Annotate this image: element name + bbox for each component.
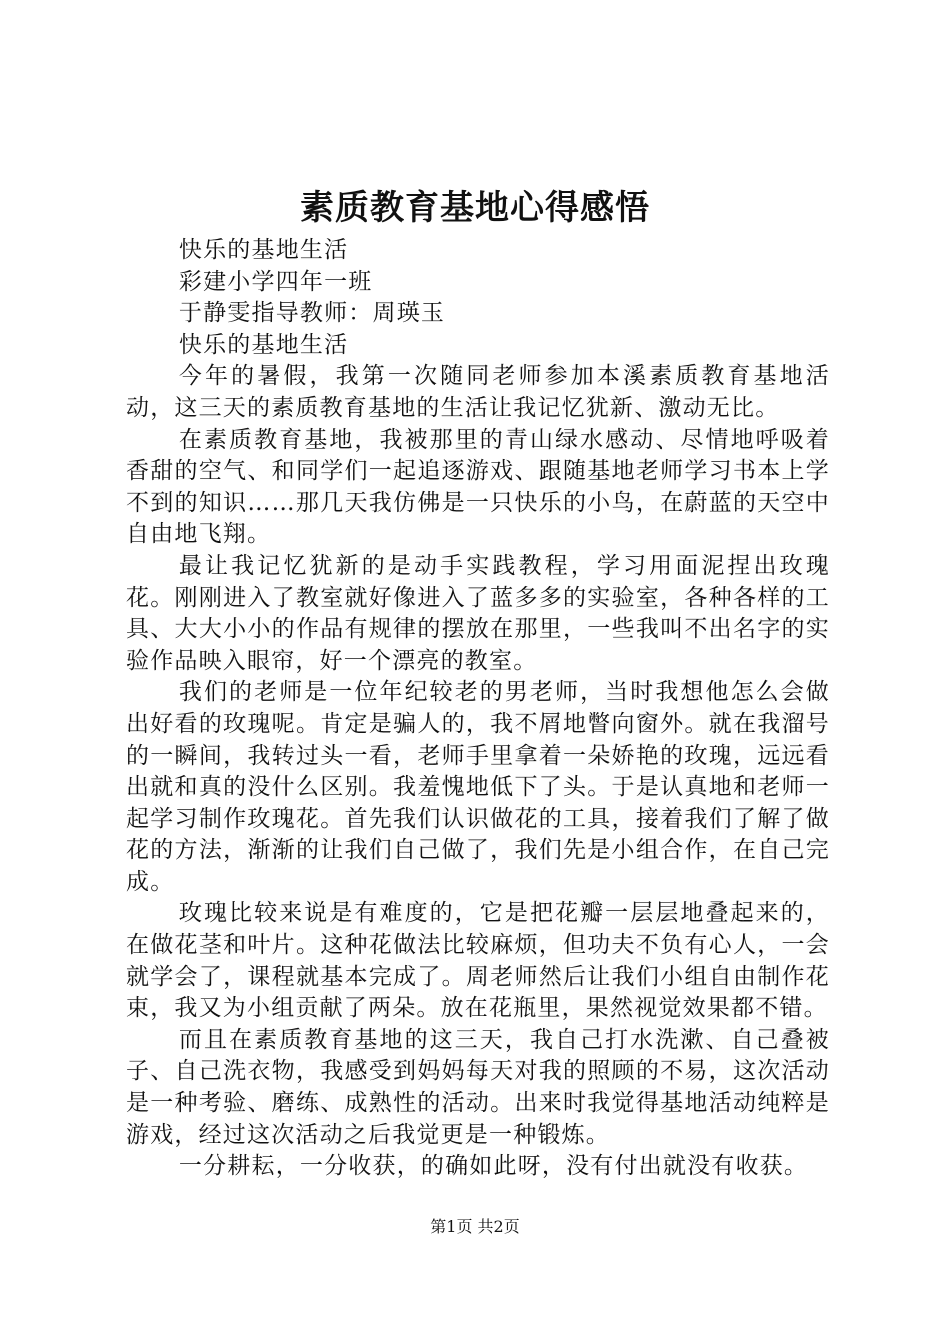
paragraph: 而且在素质教育基地的这三天，我自己打水洗漱、自己叠被子、自己洗衣物，我感受到妈妈每天对我的照顾的不易，这次活动是一种考验、磨练、成熟性的活动。出来时我觉得基地活动纯粹是游戏，经过这次活动之后我觉更是一种锻炼。 [126, 1026, 830, 1148]
paragraph: 快乐的基地生活 [178, 331, 349, 358]
paragraph: 玫瑰比较来说是有难度的，它是把花瓣一层层地叠起来的，在做花茎和叶片。这种花做法比较麻烦，但功夫不负有心人，一会就学会了，课程就基本完成了。周老师然后让我们小组自由制作花束，我又为小组贡献了两朵。放在花瓶里，果然视觉效果都不错。 [126, 900, 830, 1022]
paragraph: 一分耕耘，一分收获，的确如此呀，没有付出就没有收获。 [178, 1153, 809, 1180]
paragraph: 彩建小学四年一班 [178, 268, 373, 295]
paragraph: 最让我记忆犹新的是动手实践教程，学习用面泥捏出玫瑰花。刚刚进入了教室就好像进入了蓝多多的实验室，各种各样的工具、大大小小的作品有规律的摆放在那里，一些我叫不出名字的实验作品映入眼帘，好一个漂亮的教室。 [126, 552, 830, 674]
paragraph: 快乐的基地生活 [178, 237, 349, 263]
document-title: 素质教育基地心得感悟 [300, 188, 650, 228]
page-footer: 第1页 共2页 [430, 1217, 520, 1236]
document-body [126, 235, 830, 1183]
paragraph: 在素质教育基地，我被那里的青山绿水感动、尽情地呼吸着香甜的空气、和同学们一起追逐游戏、跟随基地老师学习书本上学不到的知识……那几天我仿佛是一只快乐的小鸟，在蔚蓝的天空中自由地飞翔。 [126, 426, 830, 548]
paragraph: 于静雯指导教师：周瑛玉 [178, 300, 446, 327]
paragraph: 我们的老师是一位年纪较老的男老师，当时我想他怎么会做出好看的玫瑰呢。肯定是骗人的，我不屑地瞥向窗外。就在我溜号的一瞬间，我转过头一看，老师手里拿着一朵娇艳的玫瑰，远远看出就和真的没什么区别。我羞愧地低下了头。于是认真地和老师一起学习制作玫瑰花。首先我们认识做花的工具，接着我们了解了做花的方法，渐渐的让我们自己做了，我们先是小组合作，在自己完成。 [126, 679, 830, 895]
paragraph: 今年的暑假，我第一次随同老师参加本溪素质教育基地活动，这三天的素质教育基地的生活让我记忆犹新、激动无比。 [126, 363, 830, 421]
